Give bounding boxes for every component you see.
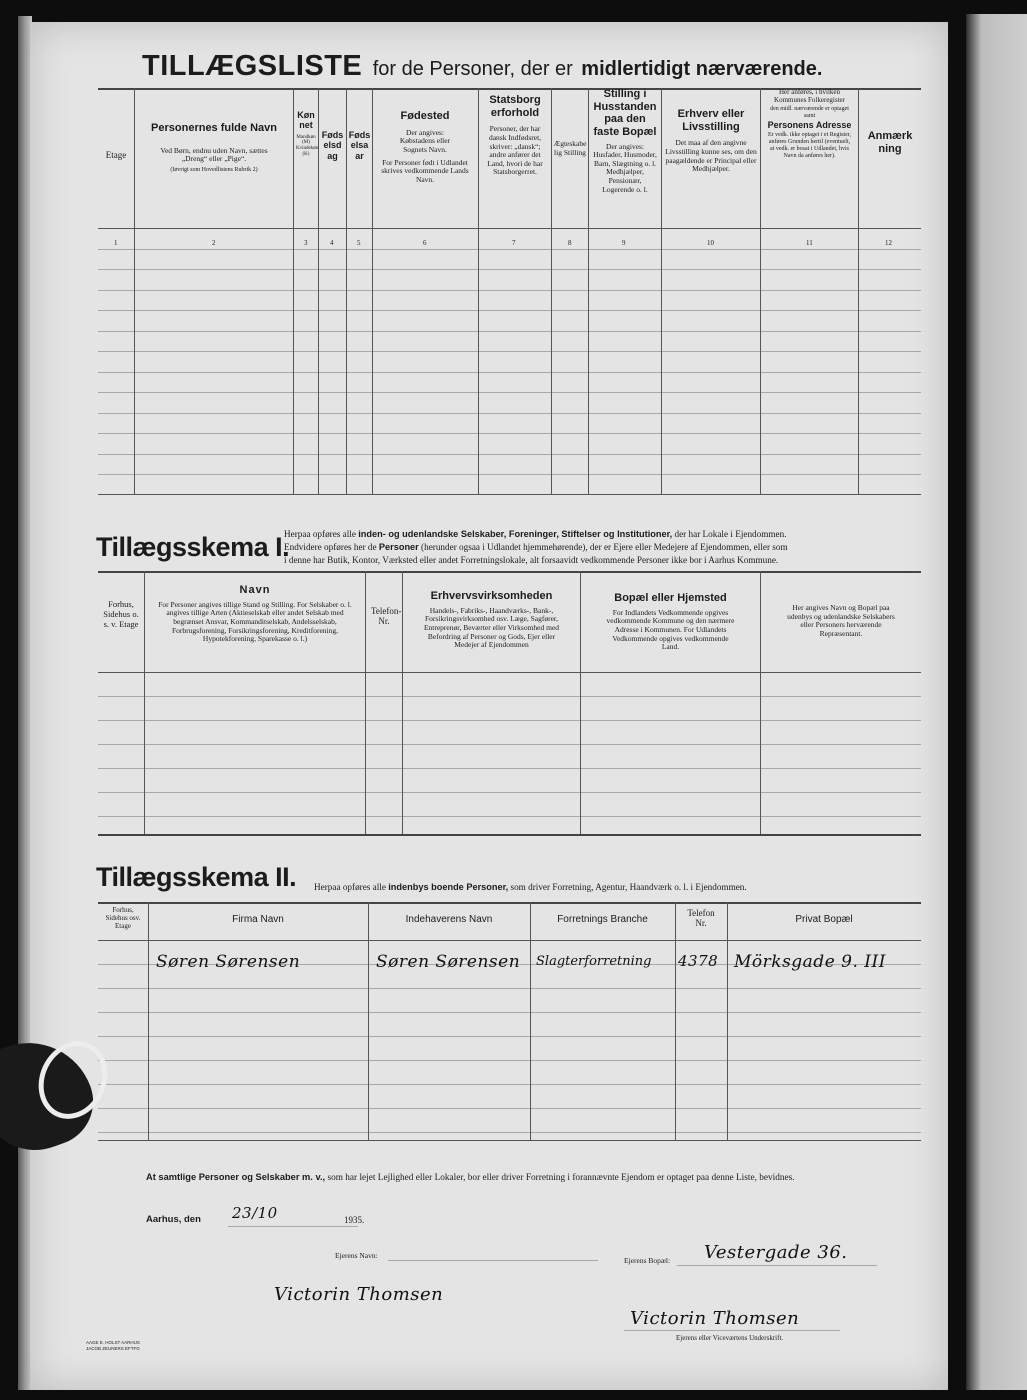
col-num: 1 — [114, 239, 118, 247]
rule — [98, 902, 921, 904]
entry-rule — [98, 433, 921, 434]
col-rule — [661, 88, 662, 494]
cell-firma: Søren Sørensen — [156, 952, 301, 972]
col-num: 3 — [304, 239, 308, 247]
skema1-intro: Herpaa opføres alle inden- og udenlandske Selskaber, Foreninger, Stiftelser og Institutioner, der har Lokale i Ejendommen. Endvidere opføres her de Personer (herunder ogsaa i Udlandet hjemmehørende), der er Ejere eller Medejere af Ejendommen, eller som i denne har Butik, Kontor, Værksted eller andet Forretningslokale, alt forsaavidt vedkommende Personer ikke bor i Aarhus Kommune. — [284, 529, 788, 565]
col-num: 6 — [423, 239, 427, 247]
owner-address-label: Ejerens Bopæl: — [624, 1256, 671, 1265]
col-rule — [858, 88, 859, 494]
entry-rule — [98, 351, 921, 352]
entry-rule — [98, 1108, 921, 1109]
col-num: 7 — [512, 239, 516, 247]
col-rule — [530, 902, 531, 1140]
col-rule — [760, 571, 761, 834]
entry-rule — [98, 372, 921, 373]
s2-header-telefon: Telefon Nr. — [687, 908, 715, 929]
entry-rule — [98, 1036, 921, 1037]
col-rule — [402, 571, 403, 834]
entry-rule — [98, 310, 921, 311]
col-num: 5 — [357, 239, 361, 247]
entry-rule — [98, 1012, 921, 1013]
col-rule — [727, 902, 728, 1140]
s1-header-etage: Forhus, Sidehus o. s. v. Etage — [103, 599, 139, 629]
rule — [98, 1140, 921, 1141]
entry-rule — [98, 269, 921, 270]
rule — [98, 228, 921, 229]
col-rule — [478, 88, 479, 494]
col-rule — [134, 88, 135, 494]
col-rule — [580, 571, 581, 834]
rule — [98, 834, 921, 836]
owner-name-line — [388, 1260, 598, 1261]
page-title — [142, 50, 822, 83]
cell-indehaver: Søren Sørensen — [376, 952, 521, 972]
signature-underskrift: Victorin Thomsen — [630, 1308, 800, 1329]
s1-header-repraesentant: Her angives Navn og Bopæl paa udenbys og udenlandske Selskabers eller Personers herværende Repræsentant. — [787, 603, 895, 638]
owner-address: Vestergade 36. — [704, 1242, 848, 1263]
year-value: 1935. — [344, 1215, 365, 1225]
col-header-koennet: Kønnet Mandkøn (M) Kvindekøn (K) — [296, 110, 319, 157]
col-header-erhverv: Erhverv eller Livsstilling Det maa af den angivne Livsstilling kunne ses, om den paagældende er Principal eller Medhjælper. — [665, 108, 757, 174]
skema1-title: Tillægsskema I. — [96, 532, 290, 562]
entry-rule — [98, 696, 921, 697]
s1-header-telefon: Telefon-Nr. — [371, 606, 402, 627]
s1-header-erhverv: Erhvervsvirksomheden Handels-, Fabriks-, Haandværks-, Bank-, Forsikringsvirksomhed osv. Læge, Sagfører, Entreprenør, Beværter eller Virksomhed med Befordring af Personer og Gods, Ejer eller Medejer af Ejendommen — [423, 590, 560, 650]
col-num: 10 — [707, 239, 714, 247]
skema2-title: Tillægsskema II. — [96, 862, 297, 892]
entry-rule — [98, 413, 921, 414]
s2-header-firma: Firma Navn — [232, 914, 284, 925]
entry-rule — [98, 392, 921, 393]
printer-imprint: AAGE E. HOLST AARHUS JACOB ZEUNERS EFTFG — [86, 1340, 140, 1351]
col-header-foedested: Fødested Der angives: Købstadens eller Sognets Navn. For Personer født i Udlandet skrives vedkommende Lands Navn. — [381, 110, 469, 184]
title-main: TILLÆGSLISTE — [142, 50, 363, 82]
s1-header-bopael: Bopæl eller Hjemsted For Indlandets Vedkommende opgives vedkommende Kommune og den nærmere Adresse i Kommunen. For Udlandets Vedkommende opgives vedkommende Land. — [606, 592, 735, 652]
cell-bopael: Mörksgade 9. III — [734, 952, 886, 972]
col-header-navn: Personernes fulde Navn Ved Børn, endnu uden Navn, sættes „Dreng“ eller „Pige“. (Iøvrigt som Hovedlistens Rubrik 2) — [151, 122, 277, 173]
col-header-foedselsdag: Fødselsdag — [321, 130, 344, 161]
entry-rule — [98, 249, 921, 250]
signature-owner: Victorin Thomsen — [274, 1284, 444, 1305]
s2-header-etage: Forhus, Sidehus osv. Etage — [105, 906, 141, 931]
date-value: 23/10 — [232, 1204, 278, 1222]
rule — [98, 940, 921, 941]
col-num: 11 — [806, 239, 813, 247]
entry-rule — [98, 792, 921, 793]
cell-telefon: 4378 — [678, 952, 719, 970]
col-rule — [372, 88, 373, 494]
col-rule — [588, 88, 589, 494]
col-header-folkeregister: Her anføres, i hvilken Kommunes Folkeregister den midl. nærværende er optaget samt Personens Adresse Er vedk. ikke optaget i et Register, anføres Grunden hertil (eventuelt, at vedk. er bosat i Udlandet, hvis Navn da anføres her). — [767, 88, 852, 159]
col-rule — [675, 902, 676, 1140]
entry-rule — [98, 988, 921, 989]
s2-header-bopael: Privat Bopæl — [795, 914, 853, 925]
col-rule — [144, 571, 145, 834]
owner-address-line — [677, 1265, 877, 1266]
entry-rule — [98, 768, 921, 769]
skema2-intro: Herpaa opføres alle indenbys boende Personer, som driver Forretning, Agentur, Haandværk o. l. i Ejendommen. — [314, 882, 747, 892]
signature-line — [624, 1330, 840, 1331]
col-num: 8 — [568, 239, 572, 247]
col-header-foedselsaar: Fødselsaar — [348, 130, 371, 161]
s2-header-indehaver: Indehaverens Navn — [405, 914, 493, 925]
col-num: 4 — [330, 239, 334, 247]
s2-header-branche: Forretnings Branche — [557, 914, 648, 925]
col-num: 9 — [622, 239, 626, 247]
signature-caption: Ejerens eller Viceværtens Underskrift. — [676, 1334, 784, 1342]
cell-branche: Slagterforretning — [536, 954, 652, 969]
col-rule — [368, 902, 369, 1140]
form-page — [30, 22, 948, 1390]
title-emph: midlertidigt nærværende. — [581, 58, 823, 80]
entry-rule — [98, 331, 921, 332]
date-underline — [228, 1226, 358, 1227]
col-num: 2 — [212, 239, 216, 247]
entry-rule — [98, 290, 921, 291]
s1-header-navn: Navn For Personer angives tillige Stand og Stilling. For Selskaber o. l. angives tillige Arten (Aktieselskab eller andet Selskab med begrænset Ansvar, Kommanditselskab, Andelsselskab, Forbrugsforening, Forsikringsforening, Kreditforening, Hypotekforening, Sparekasse o. l.) — [158, 584, 352, 644]
rule — [98, 571, 921, 573]
entry-rule — [98, 744, 921, 745]
rule — [98, 672, 921, 673]
owner-name-label: Ejerens Navn: — [335, 1251, 378, 1260]
entry-rule — [98, 816, 921, 817]
entry-rule — [98, 454, 921, 455]
entry-rule — [98, 1132, 921, 1133]
entry-rule — [98, 474, 921, 475]
col-num: 12 — [885, 239, 892, 247]
attestation-statement: At samtlige Personer og Selskaber m. v., som har lejet Lejlighed eller Lokaler, bor eller driver Forretning i forannævnte Ejendom er optaget paa denne Liste, bevidnes. — [146, 1172, 795, 1183]
date-line: Aarhus, den — [146, 1214, 201, 1225]
col-rule — [148, 902, 149, 1140]
entry-rule — [98, 1084, 921, 1085]
rule — [98, 494, 921, 495]
title-rest: for de Personer, der er — [372, 58, 573, 80]
col-header-statsborger: Statsborgerforhold Personer, der har dansk Indfødsret, skriver: „dansk“; andre anfører det Land, hvori de har Statsborgerret. — [487, 94, 543, 177]
col-header-stilling: Stilling i Husstanden paa den faste Bopæl Der angives: Husfader, Husmoder, Barn, Slægtning o. l. Medhjælper, Pensionær, Logerende o. l. — [593, 88, 657, 194]
col-header-aegteskab: Ægteskabelig Stilling — [553, 139, 587, 157]
entry-rule — [98, 1060, 921, 1061]
entry-rule — [98, 720, 921, 721]
col-header-anmaerkning: Anmærkning — [867, 130, 913, 155]
col-header-etage: Etage — [105, 150, 127, 160]
next-page-edge — [966, 14, 1027, 1390]
